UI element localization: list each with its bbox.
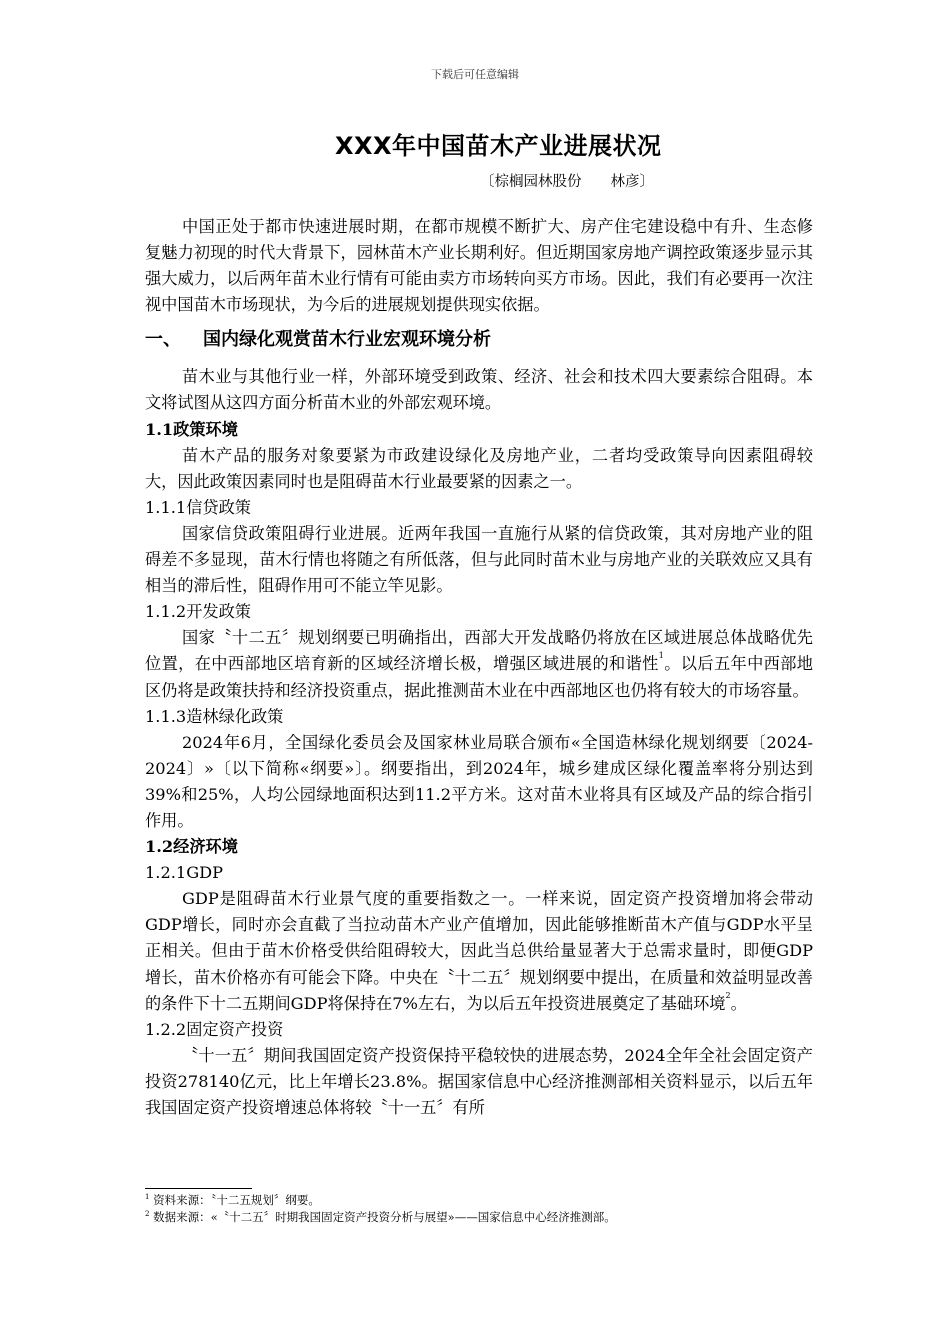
paragraph-text: GDP是阻碍苗木行业景气度的重要指数之一。一样来说，固定资产投资增加将会带动GDP增长，同时亦会直截了当拉动苗木产业产值增加，因此能够推断苗木产值与GDP水平呈正相关。但由于苗木价格受供给阻碍较大，因此当总供给量显著大于总需求量时，即便GDP增长，苗木价格亦有可能会下降。中央在〝十二五〞规划纲要中提出，在质量和效益明显改善的条件下十二五期间GDP将保持在7%左右，为以后五年投资进展奠定了基础环境	[145, 889, 813, 1013]
paragraph-1-1-3: 2024年6月，全国绿化委员会及国家林业局联合颁布«全国造林绿化规划纲要〔2024-2024〕»〔以下简称«纲要»〕。纲要指出，到2024年，城乡建成区绿化覆盖率将分别达到39%和25%，人均公园绿地面积达到11.2平方米。这对苗木业将具有区域及产品的综合指引作用。	[145, 732, 813, 830]
heading-1-1-3: 1.1.3造林绿化政策	[145, 706, 284, 726]
heading-1-1-2: 1.1.2开发政策	[145, 602, 251, 622]
document-title: XXX年中国苗木产业进展状况	[335, 132, 662, 160]
paragraph-1-1-1: 国家信贷政策阻碍行业进展。近两年我国一直施行从紧的信贷政策，其对房地产业的阻碍差不多显现，苗木行情也将随之有所低落，但与此同时苗木业与房地产业的关联效应又具有相当的滞后性，阻碍作用可不能立竿见影。	[145, 523, 813, 596]
section1-intro: 苗木业与其他行业一样，外部环境受到政策、经济、社会和技术四大要素综合阻碍。本文将试图从这四方面分析苗木业的外部宏观环境。	[145, 367, 813, 413]
footnote-number: 1	[145, 1193, 150, 1201]
footnote-text: 数据来源：«〝十二五〞时期我国固定资产投资分析与展望»——国家信息中心经济推测部。	[153, 1210, 616, 1224]
footnote-divider	[145, 1188, 252, 1189]
heading-1-1: 1.1政策环境	[145, 419, 238, 439]
footnote	[145, 1192, 815, 1209]
paragraph-text: 国家〝十二五〞规划纲要已明确指出，西部大开发战略仍将放在区域进展总体战略优先位置，在中西部地区培育新的区域经济增长极，增强区域进展的和谐性	[145, 628, 813, 674]
footnotes	[145, 1192, 815, 1226]
footnote-number: 2	[145, 1210, 150, 1218]
footnote	[145, 1209, 815, 1226]
paragraph-1-2-2: 〝十一五〞期间我国固定资产投资保持平稳较快的进展态势，2024全年全社会固定资产投资278140亿元，比上年增长23.8%。据国家信息中心经济推测部相关资料显示，以后五年我国固定资产投资增速总体将较〝十一五〞有所	[145, 1045, 813, 1117]
heading-1-2-1: 1.2.1GDP	[145, 863, 223, 883]
footnote-text: 资料来源：〝十二五规划〞纲要。	[153, 1193, 320, 1207]
document-body	[145, 214, 813, 1121]
header-note: 下载后可任意编辑	[431, 68, 519, 81]
section-number: 一、	[145, 329, 181, 351]
heading-1-1-1: 1.1.1信贷政策	[145, 497, 251, 517]
footnote-ref[interactable]: 1	[658, 651, 664, 661]
heading-1-2: 1.2经济环境	[145, 837, 238, 857]
footnote-ref[interactable]: 2	[725, 990, 731, 1000]
paragraph-text: 。以后五年中西部地区仍将是政策扶持和经济投资重点，据此推测苗木业在中西部地区也仍将有较大的市场容量。	[145, 654, 813, 700]
paragraph-1-2-1	[145, 886, 813, 1016]
byline: 〔棕榈园林股份 林彦〕	[480, 174, 654, 190]
section-title: 国内绿化观赏苗木行业宏观环境分析	[203, 329, 491, 351]
section-heading-1	[145, 320, 813, 360]
heading-1-2-2: 1.2.2固定资产投资	[145, 1019, 284, 1039]
paragraph-1-1: 苗木产品的服务对象要紧为市政建设绿化及房地产业，二者均受政策导向因素阻碍较大，因此政策因素同时也是阻碍苗木行业最要紧的因素之一。	[145, 445, 813, 491]
paragraph-1-1-2	[145, 625, 813, 703]
intro-paragraph: 中国正处于都市快速进展时期，在都市规模不断扩大、房产住宅建设稳中有升、生态修复魅力初现的时代大背景下，园林苗木产业长期利好。但近期国家房地产调控政策逐步显示其强大威力，以后两年苗木业行情有可能由卖方市场转向买方市场。因此，我们有必要再一次注视中国苗木市场现状，为今后的进展规划提供现实依据。	[145, 217, 813, 315]
paragraph-text: 。	[730, 993, 747, 1013]
